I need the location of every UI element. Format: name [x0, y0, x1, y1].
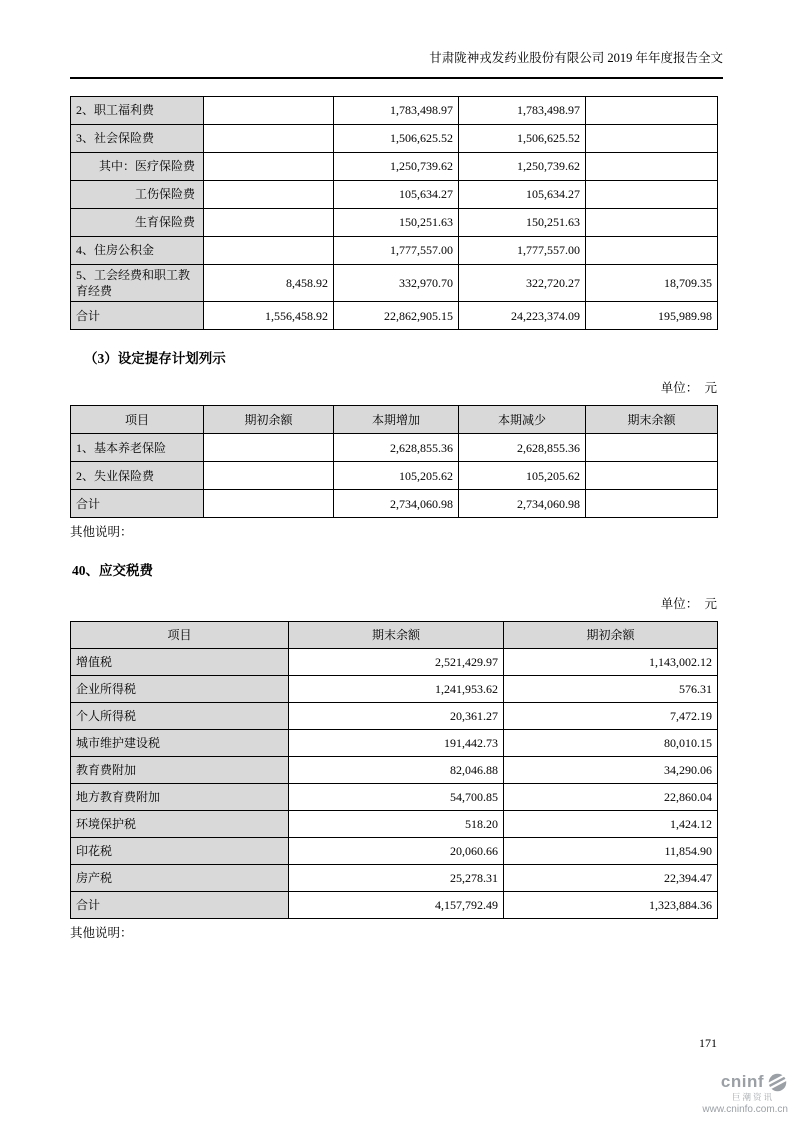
cell-value: 25,278.31	[289, 865, 504, 892]
column-header: 期末余额	[289, 622, 504, 649]
cell-value: 2,734,060.98	[459, 490, 586, 518]
cell-value: 1,556,458.92	[204, 302, 334, 330]
cninfo-chinese-name: 巨潮资讯	[731, 1092, 774, 1102]
column-header: 本期增加	[334, 406, 459, 434]
cell-value: 105,205.62	[459, 462, 586, 490]
cell-value: 1,143,002.12	[504, 649, 718, 676]
row-label: 城市维护建设税	[71, 730, 289, 757]
cell-value: 8,458.92	[204, 265, 334, 302]
cell-value: 4,157,792.49	[289, 892, 504, 919]
other-notes-label: 其他说明：	[70, 926, 133, 941]
table-row	[71, 865, 718, 892]
cell-value	[586, 125, 718, 153]
cell-value	[586, 97, 718, 125]
table-row	[71, 125, 718, 153]
cell-value	[204, 434, 334, 462]
row-label: 2、失业保险费	[71, 462, 204, 490]
cell-value: 20,361.27	[289, 703, 504, 730]
row-label: 教育费附加	[71, 757, 289, 784]
cell-value: 18,709.35	[586, 265, 718, 302]
table-row	[71, 757, 718, 784]
cell-value: 322,720.27	[459, 265, 586, 302]
row-label: 地方教育费附加	[71, 784, 289, 811]
row-label: 印花税	[71, 838, 289, 865]
cell-value: 150,251.63	[334, 209, 459, 237]
cell-value: 80,010.15	[504, 730, 718, 757]
table-total-row	[71, 892, 718, 919]
cell-value: 11,854.90	[504, 838, 718, 865]
cell-value: 1,241,953.62	[289, 676, 504, 703]
row-label: 工伤保险费	[71, 181, 204, 209]
column-header: 项目	[71, 622, 289, 649]
row-label: 合计	[71, 892, 289, 919]
section-heading-taxes-payable: 40、应交税费	[72, 563, 153, 579]
table-header-row	[71, 622, 718, 649]
row-label: 3、社会保险费	[71, 125, 204, 153]
cell-value: 1,250,739.62	[459, 153, 586, 181]
table-row	[71, 676, 718, 703]
page-number: 171	[699, 1036, 717, 1050]
cell-value: 82,046.88	[289, 757, 504, 784]
table-row	[71, 838, 718, 865]
header-divider	[70, 77, 723, 79]
cell-value	[204, 181, 334, 209]
cell-value	[204, 125, 334, 153]
cell-value: 22,862,905.15	[334, 302, 459, 330]
unit-label: 单位： 元	[660, 597, 717, 612]
table-row	[71, 784, 718, 811]
row-label: 其中：医疗保险费	[71, 153, 204, 181]
cell-value	[204, 97, 334, 125]
cell-value	[586, 237, 718, 265]
row-label: 5、工会经费和职工教育经费	[71, 265, 204, 302]
row-label: 合计	[71, 302, 204, 330]
cell-value: 105,634.27	[459, 181, 586, 209]
table-total-row	[71, 490, 718, 518]
cell-value: 22,860.04	[504, 784, 718, 811]
cell-value: 20,060.66	[289, 838, 504, 865]
cninfo-logo-row	[702, 1072, 788, 1092]
cell-value: 1,323,884.36	[504, 892, 718, 919]
cninfo-url: www.cninfo.com.cn	[702, 1104, 788, 1115]
cell-value: 2,521,429.97	[289, 649, 504, 676]
cell-value	[204, 209, 334, 237]
cninfo-brand-text: cninf	[720, 1072, 764, 1091]
cell-value: 22,394.47	[504, 865, 718, 892]
row-label: 环境保护税	[71, 811, 289, 838]
report-title: 甘肃陇神戎发药业股份有限公司 2019 年年度报告全文	[429, 51, 723, 65]
table-row	[71, 811, 718, 838]
employee-compensation-table	[70, 96, 718, 330]
taxes-payable-table	[70, 621, 718, 919]
cninfo-logo	[702, 1072, 788, 1115]
row-label: 4、住房公积金	[71, 237, 204, 265]
cell-value	[204, 237, 334, 265]
cell-value: 332,970.70	[334, 265, 459, 302]
table-row	[71, 153, 718, 181]
cell-value: 1,506,625.52	[459, 125, 586, 153]
table-total-row	[71, 302, 718, 330]
row-label: 生育保险费	[71, 209, 204, 237]
cell-value: 2,628,855.36	[334, 434, 459, 462]
column-header: 项目	[71, 406, 204, 434]
cell-value: 105,205.62	[334, 462, 459, 490]
cell-value	[204, 462, 334, 490]
cell-value: 24,223,374.09	[459, 302, 586, 330]
column-header: 期末余额	[586, 406, 718, 434]
cell-value: 1,777,557.00	[459, 237, 586, 265]
cell-value	[586, 434, 718, 462]
cell-value: 2,628,855.36	[459, 434, 586, 462]
table-header-row	[71, 406, 718, 434]
cell-value: 195,989.98	[586, 302, 718, 330]
row-label: 增值税	[71, 649, 289, 676]
table-row	[71, 265, 718, 302]
cell-value: 1,424.12	[504, 811, 718, 838]
cell-value: 2,734,060.98	[334, 490, 459, 518]
defined-contribution-plan-table	[70, 405, 718, 518]
cell-value: 34,290.06	[504, 757, 718, 784]
cell-value	[204, 153, 334, 181]
cell-value: 1,250,739.62	[334, 153, 459, 181]
cninfo-swirl-icon	[767, 1072, 788, 1093]
cell-value	[586, 181, 718, 209]
cell-value: 150,251.63	[459, 209, 586, 237]
cell-value	[586, 462, 718, 490]
column-header: 期初余额	[504, 622, 718, 649]
table-row	[71, 462, 718, 490]
table-row	[71, 703, 718, 730]
row-label: 2、职工福利费	[71, 97, 204, 125]
table-row	[71, 209, 718, 237]
cell-value: 1,783,498.97	[334, 97, 459, 125]
cell-value: 1,506,625.52	[334, 125, 459, 153]
cell-value: 7,472.19	[504, 703, 718, 730]
cell-value: 576.31	[504, 676, 718, 703]
row-label: 房产税	[71, 865, 289, 892]
column-header: 期初余额	[204, 406, 334, 434]
cell-value: 105,634.27	[334, 181, 459, 209]
cell-value	[586, 490, 718, 518]
column-header: 本期减少	[459, 406, 586, 434]
cell-value: 518.20	[289, 811, 504, 838]
cell-value: 1,777,557.00	[334, 237, 459, 265]
cell-value: 54,700.85	[289, 784, 504, 811]
row-label: 个人所得税	[71, 703, 289, 730]
row-label: 企业所得税	[71, 676, 289, 703]
table-row	[71, 237, 718, 265]
table-row	[71, 649, 718, 676]
cell-value: 191,442.73	[289, 730, 504, 757]
other-notes-label: 其他说明：	[70, 525, 133, 540]
cell-value: 1,783,498.97	[459, 97, 586, 125]
table-row	[71, 97, 718, 125]
unit-label: 单位： 元	[660, 381, 717, 396]
table-row	[71, 181, 718, 209]
cell-value	[586, 209, 718, 237]
row-label: 1、基本养老保险	[71, 434, 204, 462]
table-row	[71, 730, 718, 757]
section-heading-defined-contribution: （3）设定提存计划列示	[84, 351, 226, 367]
row-label: 合计	[71, 490, 204, 518]
table-row	[71, 434, 718, 462]
cell-value	[204, 490, 334, 518]
cell-value	[586, 153, 718, 181]
